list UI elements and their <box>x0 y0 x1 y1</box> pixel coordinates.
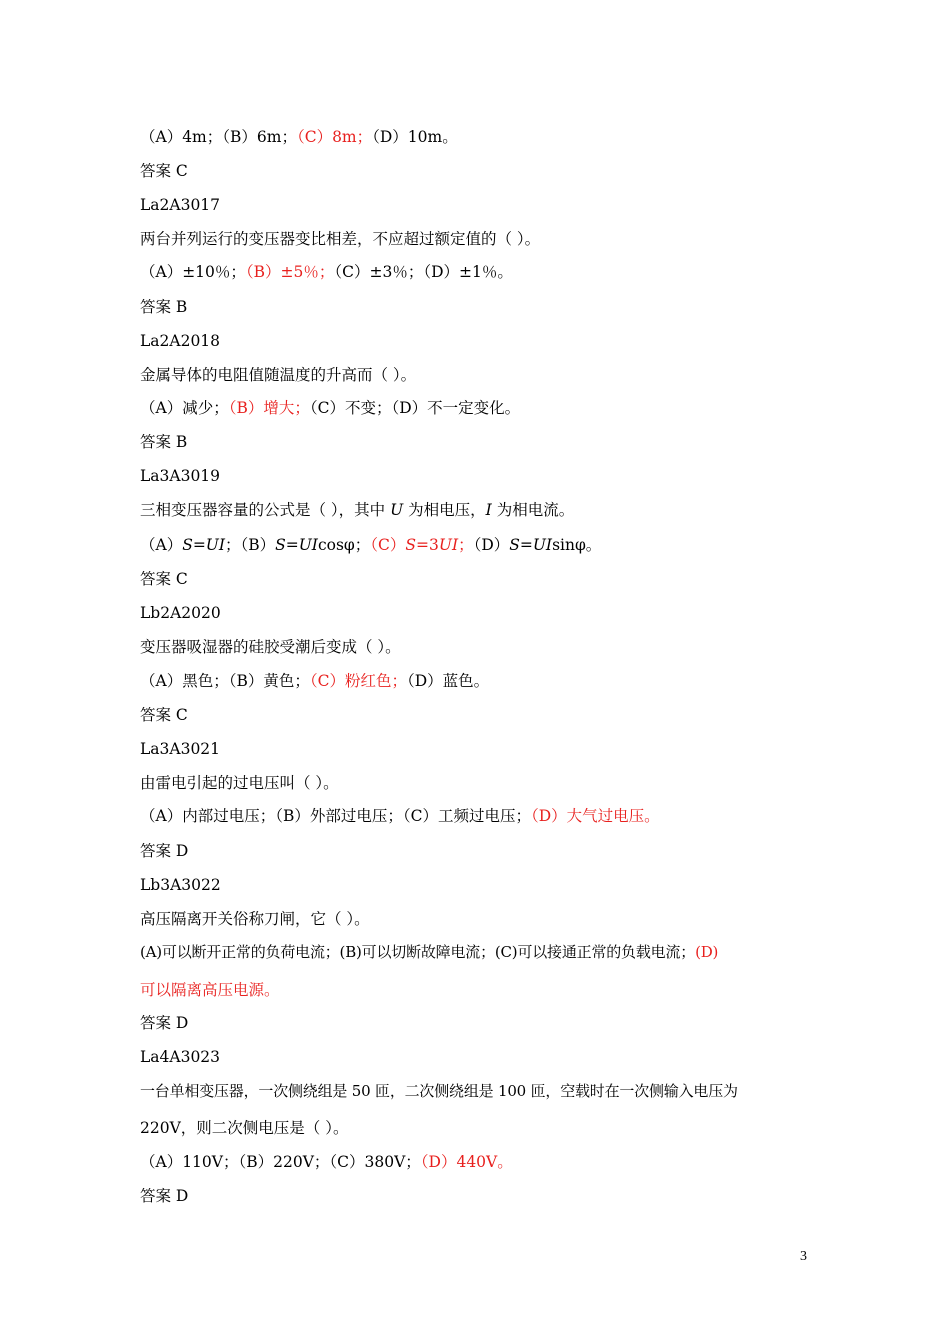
question-options <box>140 942 820 962</box>
variable-u: U <box>390 501 404 519</box>
question-id: La3A3021 <box>140 740 221 758</box>
question-text: 两台并列运行的变压器变比相差，不应超过额定值的（ ）。 <box>140 230 541 248</box>
option-text: ；（B） <box>225 536 276 554</box>
correct-option: （B）±5％； <box>245 263 335 281</box>
correct-option: （B）增大； <box>228 399 310 417</box>
option-text: （D）10m。 <box>372 128 458 146</box>
formula: S=UI <box>275 536 318 554</box>
question-options <box>140 806 820 826</box>
option-text: （A）减少； <box>140 399 229 417</box>
formula: S=UI <box>509 536 553 554</box>
correct-option: （C）粉红色； <box>309 672 407 690</box>
option-text: cosφ； <box>317 536 371 554</box>
question-options <box>140 535 820 555</box>
answer-line: 答案 C <box>140 706 188 724</box>
formula: S <box>405 536 417 554</box>
option-text: ； <box>458 536 474 554</box>
question-text: 变压器吸湿器的硅胶受潮后变成（ ）。 <box>140 638 401 656</box>
option-text: （A）黑色；（B）黄色； <box>140 672 310 690</box>
formula: S=UI <box>182 536 225 554</box>
answer-line: 答案 D <box>140 1187 189 1205</box>
option-text: （A）±10％； <box>140 263 246 281</box>
question-id: La4A3023 <box>140 1048 221 1066</box>
option-text: （C）±3％；（D）±1％。 <box>334 263 513 281</box>
question-options <box>140 671 820 691</box>
question-options <box>140 1152 820 1172</box>
question-id: La3A3019 <box>140 467 221 485</box>
question-options <box>140 398 820 418</box>
answer-line: 答案 B <box>140 298 188 316</box>
correct-option: （D）440V。 <box>420 1153 513 1171</box>
answer-line: 答案 B <box>140 433 188 451</box>
option-text: （D） <box>473 536 510 554</box>
question-text <box>140 500 820 520</box>
option-text: sinφ。 <box>552 536 602 554</box>
question-options <box>140 127 820 147</box>
option-text: （A）110V；（B）220V；（C）380V； <box>140 1153 421 1171</box>
question-text-part: 为相电压， <box>408 501 486 519</box>
option-text: （A） <box>140 536 183 554</box>
question-id: La2A3017 <box>140 196 221 214</box>
variable-i: I <box>485 501 492 519</box>
option-text: （A）内部过电压；（B）外部过电压；（C）工频过电压； <box>140 807 531 825</box>
answer-line: 答案 D <box>140 842 189 860</box>
question-text-part: 三相变压器容量的公式是（ ），其中 <box>140 501 386 519</box>
option-text: （A）4m；（B）6m； <box>140 128 297 146</box>
question-id: Lb2A2020 <box>140 604 221 622</box>
correct-option: （D）大气过电压。 <box>530 807 660 825</box>
option-label: （C） <box>370 536 406 554</box>
answer-line: 答案 C <box>140 570 188 588</box>
question-text-continued: 220V，则二次侧电压是（ ）。 <box>140 1119 349 1137</box>
question-id: Lb3A3022 <box>140 876 221 894</box>
question-text: 一台单相变压器，一次侧绕组是 50 匝，二次侧绕组是 100 匝，空载时在一次侧输入电压为 <box>140 1082 738 1100</box>
correct-option: （C）8m； <box>296 128 373 146</box>
question-text: 金属导体的电阻值随温度的升高而（ ）。 <box>140 366 417 384</box>
question-id: La2A2018 <box>140 332 221 350</box>
formula: UI <box>438 536 459 554</box>
question-text-part: 为相电流。 <box>496 501 575 519</box>
formula: =3 <box>416 536 439 554</box>
question-text: 由雷电引起的过电压叫（ ）。 <box>140 774 339 792</box>
correct-option: (D) <box>695 943 719 961</box>
answer-line: 答案 D <box>140 1014 189 1032</box>
correct-option <box>370 536 473 554</box>
option-text: (A)可以断开正常的负荷电流；(B)可以切断故障电流；(C)可以接通正常的负载电流； <box>140 943 696 961</box>
option-text: （D）蓝色。 <box>406 672 490 690</box>
question-text: 高压隔离开关俗称刀闸，它（ ）。 <box>140 910 370 928</box>
correct-option-continued: 可以隔离高压电源。 <box>140 981 280 999</box>
question-options <box>140 262 820 282</box>
option-text: （C）不变；（D）不一定变化。 <box>309 399 521 417</box>
answer-line: 答案 C <box>140 162 188 180</box>
page-number: 3 <box>800 1249 807 1264</box>
